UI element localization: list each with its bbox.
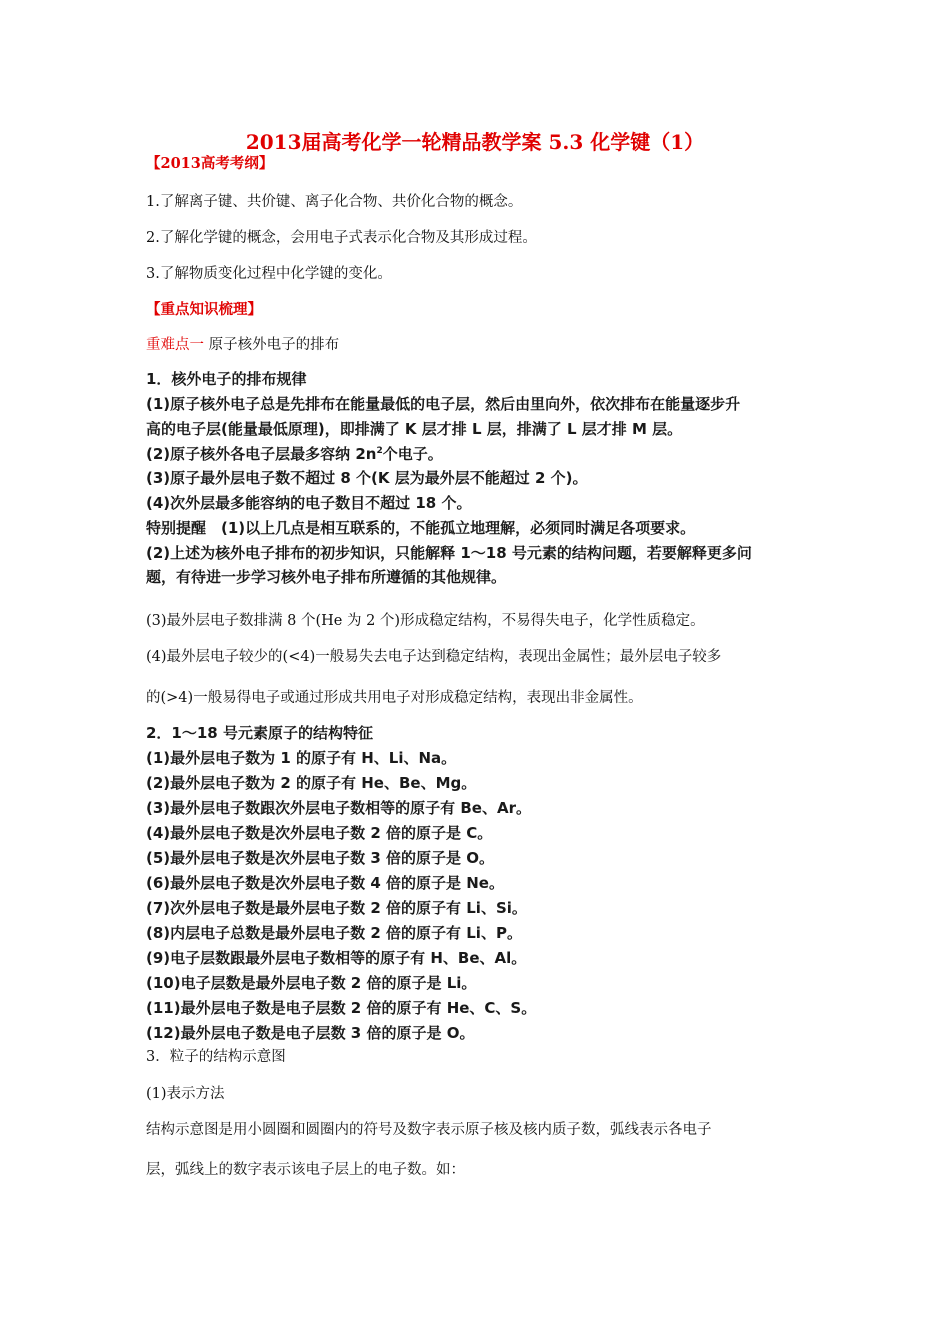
outline-item-2: 2.了解化学键的概念，会用电子式表示化合物及其形成过程。 <box>146 230 537 246</box>
feature-5: (5)最外层电子数是次外层电子数 3 倍的原子是 O。 <box>146 849 495 867</box>
feature-7: (7)次外层电子数是最外层电子数 2 倍的原子有 Li、Si。 <box>146 899 527 917</box>
outline-item-1: 1.了解离子键、共价键、离子化合物、共价化合物的概念。 <box>146 194 523 210</box>
diagram-heading: 3．粒子的结构示意图 <box>146 1049 286 1065</box>
rule-3: (3)原子最外层电子数不超过 8 个(K 层为最外层不能超过 2 个)。 <box>146 469 588 487</box>
feature-8: (8)内层电子总数是最外层电子数 2 倍的原子有 Li、P。 <box>146 924 522 942</box>
rule-2 <box>146 443 443 464</box>
rule-1b: 高的电子层(能量最低原理)，即排满了 K 层才排 L 层，排满了 L 层才排 M 层。 <box>146 420 683 438</box>
tip-2a: (2)上述为核外电子排布的初步知识，只能解释 1～18 号元素的结构问题，若要解释更多问 <box>146 544 752 562</box>
focus-line <box>146 333 339 354</box>
stable-4a: (4)最外层电子较少的(<4)一般易失去电子达到稳定结构，表现出金属性；最外层电子较多 <box>146 649 722 665</box>
feature-11: (11)最外层电子数是电子层数 2 倍的原子有 He、C、S。 <box>146 999 537 1017</box>
tip-1: 特别提醒 (1)以上几点是相互联系的，不能孤立地理解，必须同时满足各项要求。 <box>146 519 696 537</box>
rule-1a: (1)原子核外电子总是先排布在能量最低的电子层，然后由里向外，依次排布在能量逐步升 <box>146 395 741 413</box>
stable-4b: 的(>4)一般易得电子或通过形成共用电子对形成稳定结构，表现出非金属性。 <box>146 690 643 706</box>
feature-3: (3)最外层电子数跟次外层电子数相等的原子有 Be、Ar。 <box>146 799 531 817</box>
features-heading: 2．1～18 号元素原子的结构特征 <box>146 724 373 742</box>
feature-2: (2)最外层电子数为 2 的原子有 He、Be、Mg。 <box>146 774 477 792</box>
rule-2-superscript: 2 <box>376 446 383 456</box>
method-text-b: 层，弧线上的数字表示该电子层上的电子数。如： <box>146 1162 465 1178</box>
feature-12: (12)最外层电子数是电子层数 3 倍的原子是 O。 <box>146 1024 475 1042</box>
focus-title: 原子核外电子的排布 <box>208 337 340 353</box>
rule-2-pre: (2)原子核外各电子层最多容纳 2n <box>146 445 377 463</box>
tip-2b: 题，有待进一步学习核外电子排布所遵循的其他规律。 <box>146 568 507 586</box>
feature-6: (6)最外层电子数是次外层电子数 4 倍的原子是 Ne。 <box>146 874 504 892</box>
outline-item-3: 3.了解物质变化过程中化学键的变化。 <box>146 266 392 282</box>
knowledge-heading: 【重点知识梳理】 <box>146 301 262 318</box>
rules-heading: 1．核外电子的排布规律 <box>146 370 307 388</box>
method-text-a: 结构示意图是用小圆圈和圆圈内的符号及数字表示原子核及核内质子数，弧线表示各电子 <box>146 1122 712 1138</box>
rule-4: (4)次外层最多能容纳的电子数目不超过 18 个。 <box>146 494 472 512</box>
feature-9: (9)电子层数跟最外层电子数相等的原子有 H、Be、Al。 <box>146 949 527 967</box>
rule-2-post: 个电子。 <box>382 445 443 463</box>
method-heading: (1)表示方法 <box>146 1086 225 1102</box>
outline-heading: 【2013高考考纲】 <box>146 155 274 172</box>
feature-4: (4)最外层电子数是次外层电子数 2 倍的原子是 C。 <box>146 824 493 842</box>
focus-label: 重难点一 <box>146 337 204 353</box>
page-title: 2013届高考化学一轮精品教学案 5.3 化学键（1） <box>245 130 705 154</box>
feature-10: (10)电子层数是最外层电子数 2 倍的原子是 Li。 <box>146 974 477 992</box>
feature-1: (1)最外层电子数为 1 的原子有 H、Li、Na。 <box>146 749 457 767</box>
stable-3: (3)最外层电子数排满 8 个(He 为 2 个)形成稳定结构，不易得失电子，化学性质稳定。 <box>146 613 705 629</box>
